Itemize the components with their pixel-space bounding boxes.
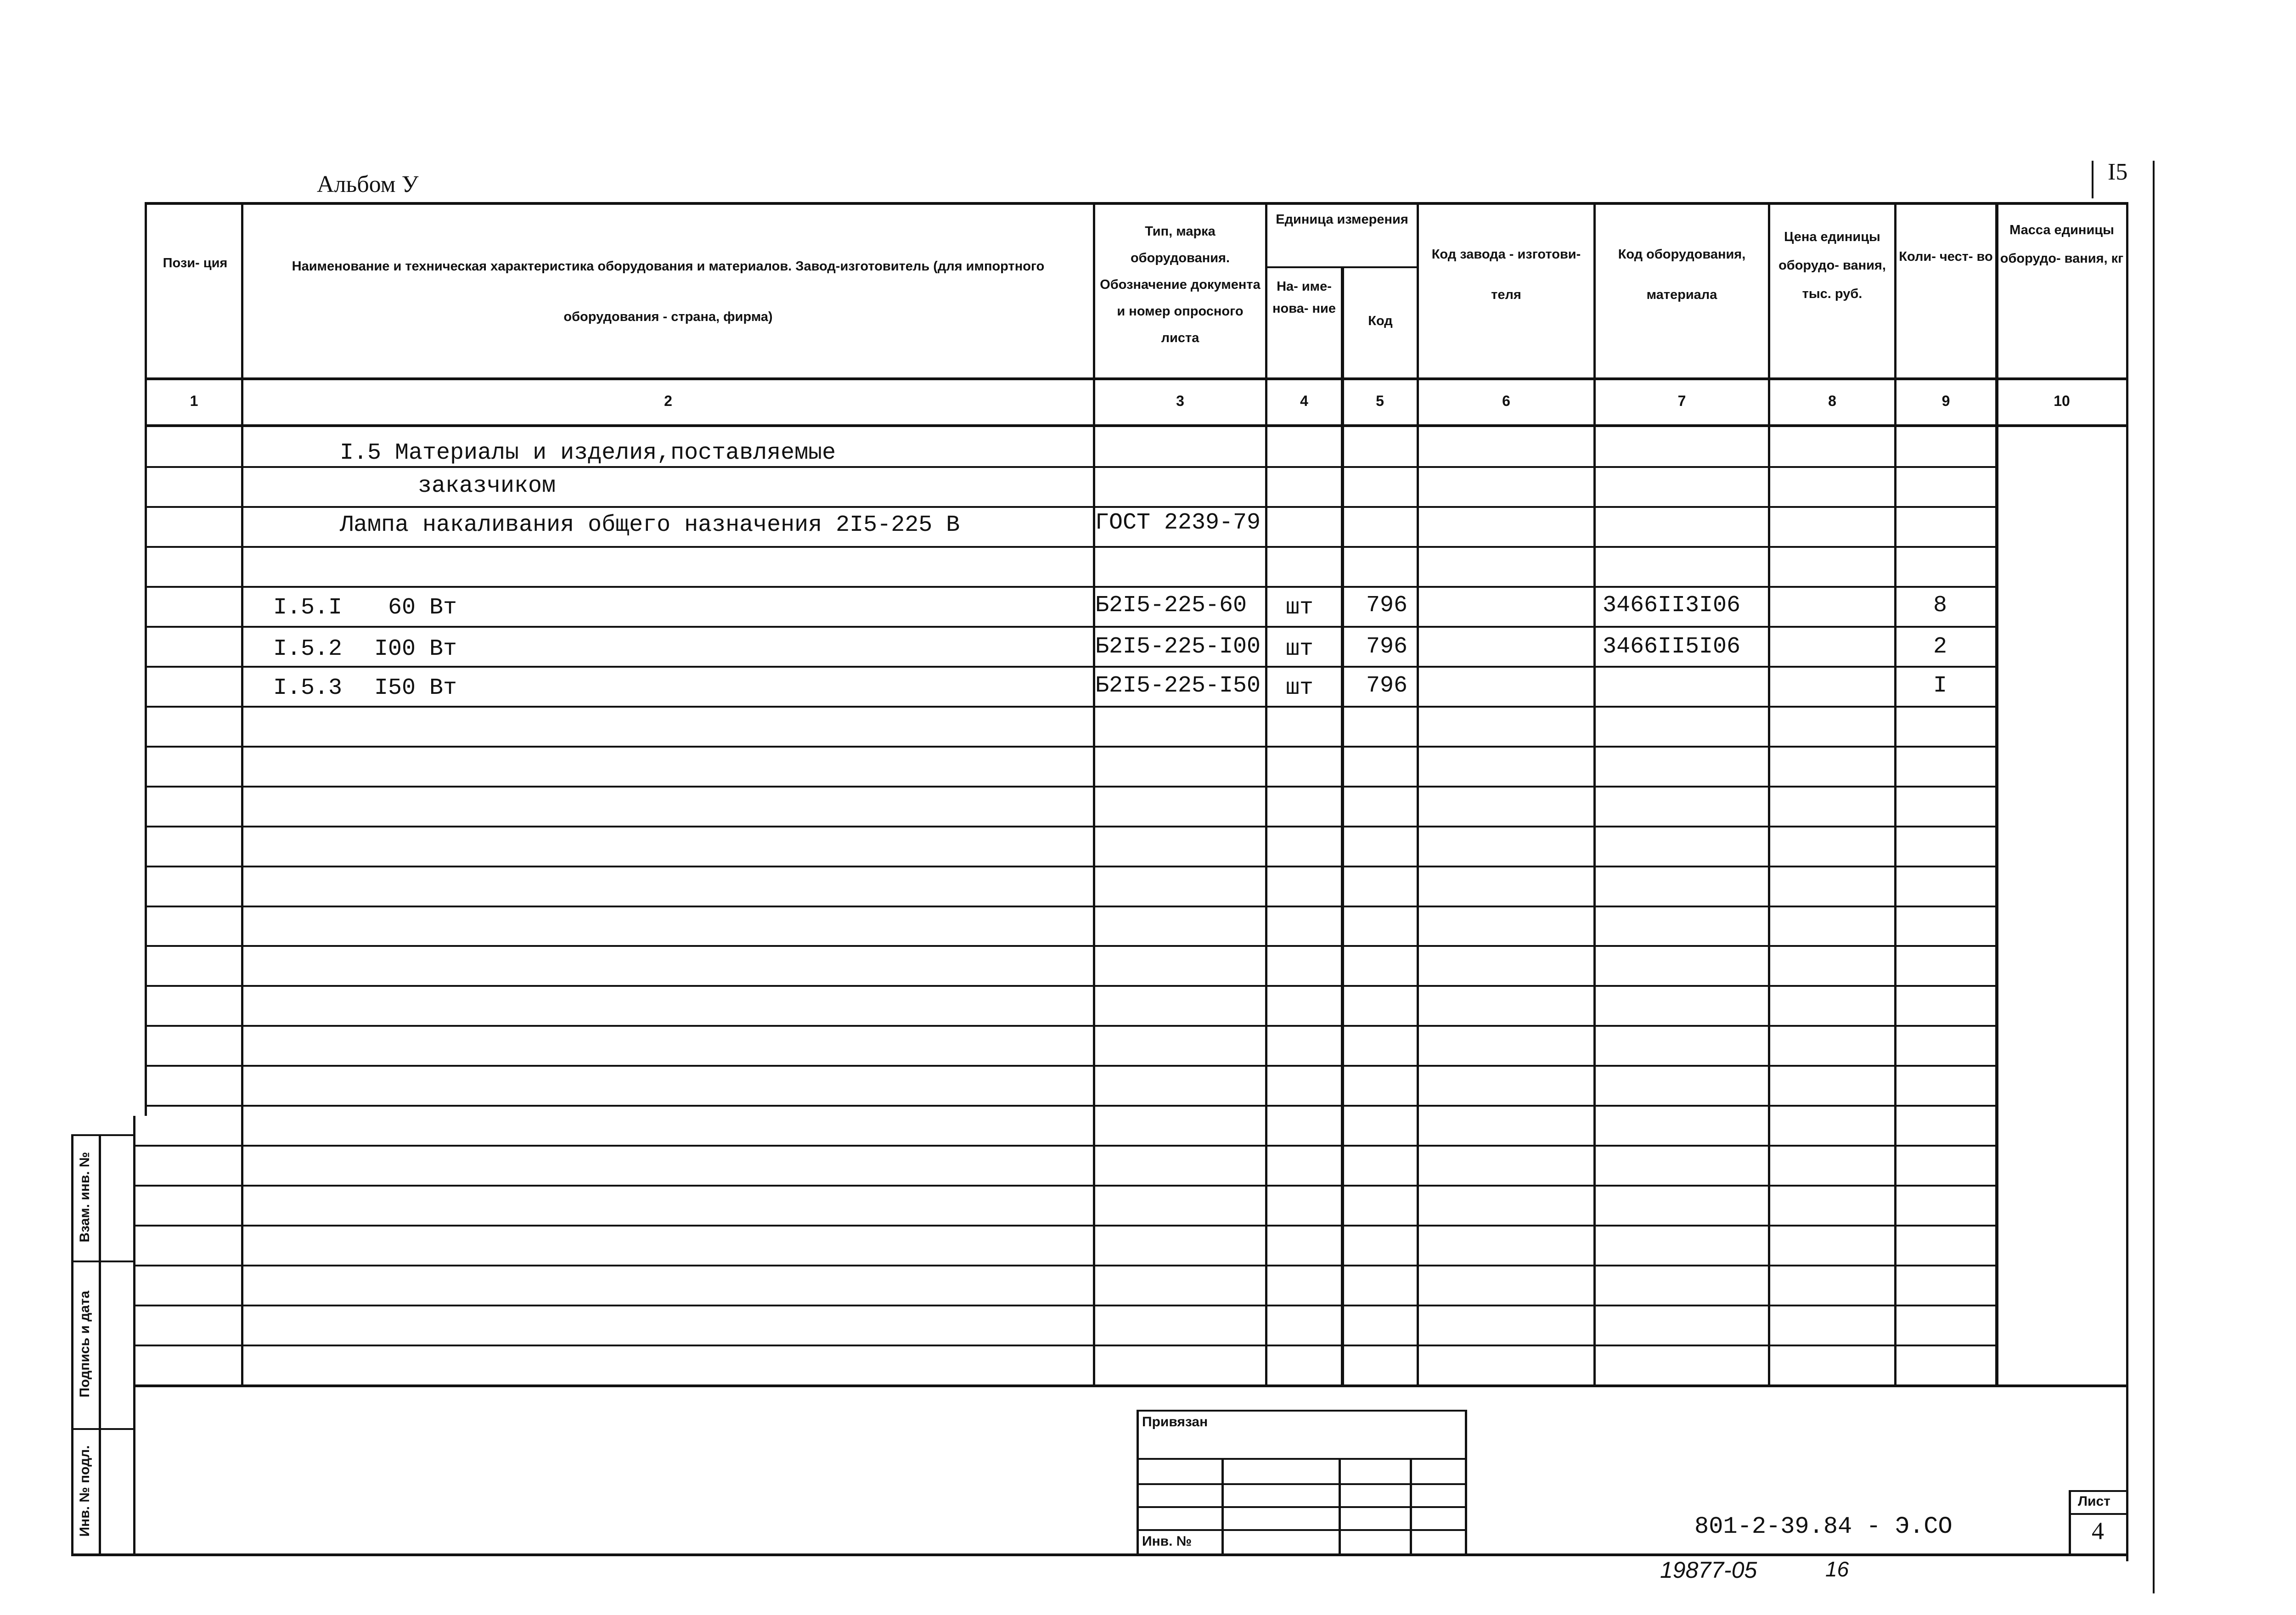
header-type: Тип, марка оборудования. Обозначение документа и номер опросного листа — [1100, 224, 1261, 345]
colnum-3: 3 — [1176, 393, 1184, 409]
row-item-1-type: Б2I5-225-60 — [1095, 592, 1247, 619]
row-section-title: I.5 Материалы и изделия,поставляемые — [340, 440, 836, 466]
col-line-6 — [1593, 202, 1596, 1387]
col-line-1 — [241, 202, 243, 1387]
colnum-2: 2 — [664, 393, 672, 409]
tb-v1 — [1221, 1458, 1224, 1556]
row-line — [145, 506, 1998, 508]
row-line — [145, 746, 1998, 748]
row-line — [133, 1185, 1998, 1187]
row-item-1-code: 796 — [1366, 592, 1408, 619]
stamp-sign-date: Подпись и дата — [77, 1290, 92, 1398]
sheet-top — [2069, 1490, 2127, 1492]
archive-number: 19877-05 — [1660, 1557, 1757, 1583]
row-lamp-title: Лампа накаливания общего назначения 2I5-225 В — [340, 512, 960, 538]
tb-line-2 — [1137, 1483, 1467, 1485]
row-item-3-qty: I — [1933, 673, 1947, 699]
row-line — [145, 1105, 1998, 1107]
row-line — [145, 586, 1998, 588]
stamp-mid-line — [99, 1134, 101, 1554]
row-item-3-unit: шт — [1286, 675, 1314, 701]
tb-right — [1465, 1410, 1467, 1556]
header-qty: Коли- чест- во — [1899, 249, 1993, 264]
table-top-line — [145, 202, 2126, 205]
row-line — [145, 666, 1998, 668]
col-line-10 — [2126, 202, 2128, 1561]
tb-linked-label: Привязан — [1142, 1414, 1208, 1429]
stamp-inv-orig: Инв. № подл. — [77, 1445, 92, 1537]
header-plant-code: Код завода - изготови- теля — [1431, 247, 1581, 302]
tb-inv-label: Инв. № — [1142, 1534, 1192, 1549]
header-equip-code: Код оборудования, материала — [1618, 247, 1746, 302]
row-line — [145, 466, 1998, 468]
col-line-5 — [1417, 202, 1419, 1387]
row-line — [145, 546, 1998, 548]
colnum-7: 7 — [1677, 393, 1686, 409]
header-unit-name: На- име- нова- ние — [1272, 279, 1336, 316]
title-block-linked — [1137, 1410, 1467, 1557]
numbers-bottom-line — [145, 424, 2126, 427]
row-item-1-unit: шт — [1286, 595, 1314, 621]
col-line-0 — [145, 202, 147, 1116]
header-unit: Единица измерения — [1276, 212, 1408, 227]
row-item-1-qty: 8 — [1933, 592, 1947, 619]
sheet-box — [2069, 1490, 2127, 1557]
stamp-left-line — [71, 1134, 73, 1554]
colnum-10: 10 — [2054, 393, 2070, 409]
row-item-3-name: I50 Вт — [374, 675, 457, 701]
row-line — [133, 1225, 1998, 1227]
sheet-mid — [2069, 1513, 2127, 1515]
col-line-9 — [1995, 202, 1998, 1387]
row-line — [145, 906, 1998, 907]
row-item-2-equip: 3466II5I06 — [1603, 634, 1741, 660]
tb-top — [1137, 1410, 1467, 1412]
header-unit-code: Код — [1368, 314, 1393, 328]
colnum-4: 4 — [1300, 393, 1308, 409]
col-line-2 — [1093, 202, 1095, 1387]
row-item-3-code: 796 — [1366, 673, 1408, 699]
row-line — [145, 706, 1998, 708]
row-line — [133, 1145, 1998, 1147]
tb-v3 — [1410, 1458, 1412, 1556]
row-line — [133, 1265, 1998, 1266]
colnum-8: 8 — [1828, 393, 1836, 409]
row-item-2-type: Б2I5-225-I00 — [1095, 634, 1261, 660]
row-item-2-unit: шт — [1286, 636, 1314, 662]
colnum-6: 6 — [1502, 393, 1510, 409]
row-item-3-type: Б2I5-225-I50 — [1095, 673, 1261, 699]
archive-extra: 16 — [1825, 1557, 1849, 1581]
colnum-5: 5 — [1376, 393, 1384, 409]
colnum-9: 9 — [1941, 393, 1950, 409]
row-line — [133, 1305, 1998, 1306]
table-bottom-line — [133, 1384, 2126, 1387]
row-item-1-pos: I.5.I — [273, 595, 343, 621]
tb-line-4 — [1137, 1529, 1467, 1531]
row-line — [145, 626, 1998, 628]
tb-left — [1137, 1410, 1139, 1556]
album-label: Альбом У — [317, 171, 419, 197]
tb-line-1 — [1137, 1458, 1467, 1460]
row-line — [145, 826, 1998, 827]
row-line — [145, 1025, 1998, 1027]
row-line — [145, 1065, 1998, 1067]
col-line-3 — [1265, 202, 1267, 1387]
row-line — [145, 786, 1998, 788]
sheet-left — [2069, 1490, 2071, 1555]
stamp-right-line — [133, 1116, 135, 1554]
row-item-2-pos: I.5.2 — [273, 636, 343, 662]
page-mark: I5 — [2108, 159, 2128, 185]
row-item-2-name: I00 Вт — [374, 636, 457, 662]
sheet-number: 4 — [2092, 1517, 2104, 1545]
row-item-1-equip: 3466II3I06 — [1603, 592, 1741, 619]
col-line-7 — [1768, 202, 1770, 1387]
stamp-inv-replace: Взам. инв. № — [77, 1152, 92, 1243]
header-position: Пози- ция — [163, 256, 228, 270]
header-bottom-line — [145, 377, 2126, 380]
row-line — [145, 985, 1998, 987]
tb-line-3 — [1137, 1506, 1467, 1508]
document-code: 801-2-39.84 - Э.СО — [1694, 1513, 1953, 1540]
header-name: Наименование и техническая характеристика оборудования и материалов. Завод-изготовитель (для импортного оборудования - страна, фирма) — [292, 259, 1045, 324]
row-item-2-qty: 2 — [1933, 634, 1947, 660]
row-line — [133, 1345, 1998, 1346]
page-bottom-line — [71, 1553, 2128, 1556]
header-mass: Масса единицы оборудо- вания, кг — [2000, 223, 2124, 266]
col-line-8 — [1894, 202, 1896, 1387]
colnum-1: 1 — [190, 393, 198, 409]
header-price: Цена единицы оборудо- вания, тыс. руб. — [1778, 230, 1886, 301]
sheet-label: Лист — [2078, 1494, 2110, 1509]
row-line — [145, 945, 1998, 947]
row-section-title-cont: заказчиком — [418, 473, 556, 499]
row-line — [145, 866, 1998, 867]
row-item-3-pos: I.5.3 — [273, 675, 343, 701]
row-item-1-name: 60 Вт — [388, 595, 457, 621]
row-item-2-code: 796 — [1366, 634, 1408, 660]
row-lamp-standard: ГОСТ 2239-79 — [1095, 510, 1261, 536]
tb-v2 — [1339, 1458, 1341, 1556]
